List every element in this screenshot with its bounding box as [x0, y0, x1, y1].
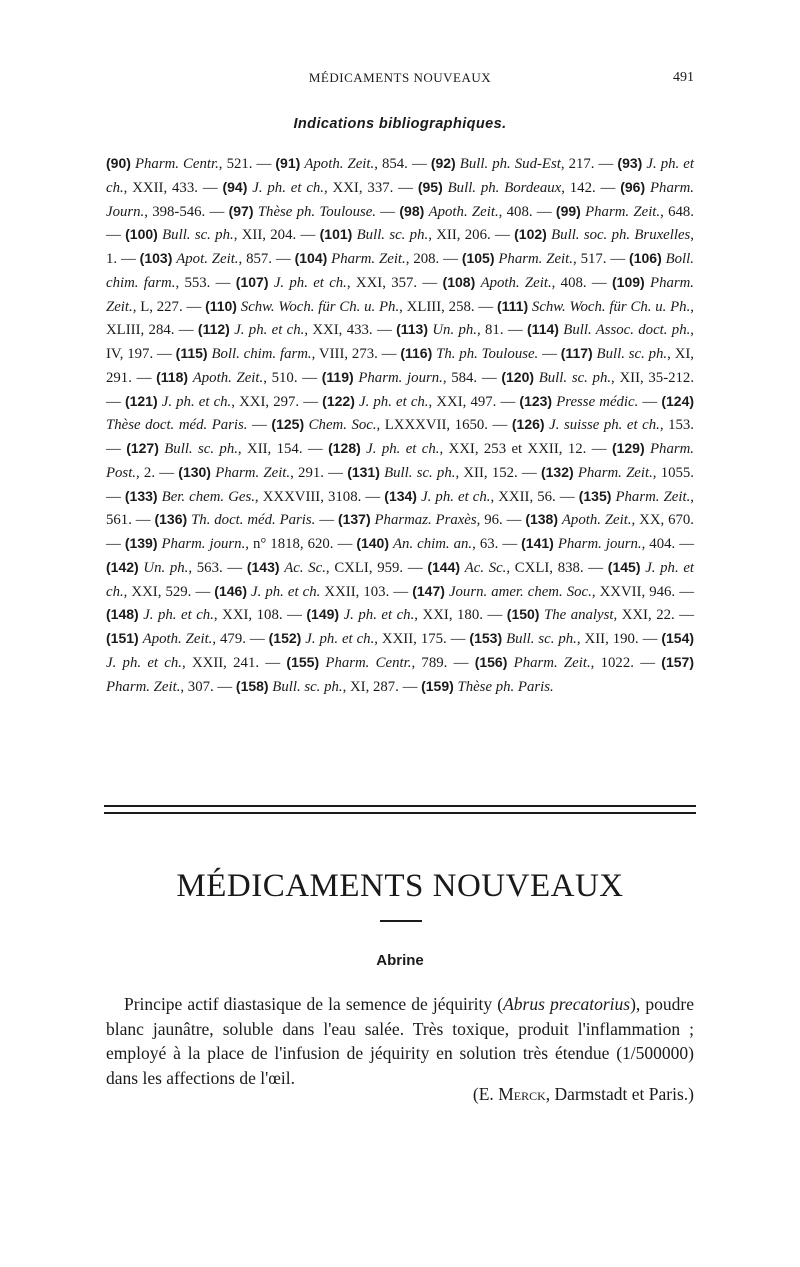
reference-number: (102) [514, 226, 547, 243]
reference-source: Bull. soc. ph. Bruxelles [551, 227, 691, 244]
reference-number: (128) [328, 440, 361, 456]
reference-source: Pharm. Centr. [325, 654, 412, 671]
running-title: MÉDICAMENTS NOUVEAUX [308, 70, 492, 85]
reference-detail: , 96. — [476, 512, 526, 529]
reference-number: (129) [611, 440, 645, 456]
reference-source: Journ. amer. chem. Soc. [448, 583, 592, 600]
reference-number: (130) [178, 463, 211, 480]
reference-number: (94) [222, 178, 248, 195]
reference-detail: , CXLI, 838. — [506, 559, 608, 576]
reference-detail: , 2. — [136, 464, 179, 481]
reference-number: (134) [384, 487, 417, 504]
reference-detail: , XXII, 175. — [374, 631, 470, 647]
reference-number: (127) [126, 440, 159, 456]
reference-source: J. ph. et ch. [343, 607, 415, 624]
reference-entry [521, 536, 694, 552]
reference-number: (107) [235, 273, 269, 290]
reference-detail: , XXII, 433. — [123, 179, 223, 196]
reference-source: Schw. Woch. für Ch. u. Ph. [240, 298, 400, 315]
reference-detail: , XII, 152. — [455, 464, 541, 481]
reference-number: (123) [519, 392, 553, 409]
reference-entry [338, 512, 525, 528]
reference-source: Pharm. journ. [161, 536, 246, 552]
reference-entry [125, 536, 357, 552]
reference-number: (101) [319, 226, 353, 243]
reference-source: Un. ph. [432, 322, 477, 339]
reference-source: Bull. sc. ph. [596, 346, 668, 362]
reference-number: (140) [356, 535, 389, 551]
reference-number: (93) [617, 155, 643, 171]
reference-entry [176, 346, 401, 362]
reference-number: (106) [629, 250, 662, 266]
reference-detail: , XXI, 22. — [613, 607, 695, 624]
reference-detail: , XII, 35-212. — [106, 369, 695, 410]
reference-source: Un. ph. [143, 559, 189, 576]
reference-number: (125) [271, 416, 305, 433]
reference-detail: , 521. — [218, 156, 276, 172]
reference-source: Pharm. Zeit. [577, 464, 653, 481]
reference-entry [271, 417, 511, 433]
reference-source: Pharm. Zeit. [585, 203, 661, 220]
reference-detail: , XXI, 337. — [323, 179, 418, 196]
reference-source: J. ph. et ch. [161, 393, 232, 410]
reference-number: (95) [417, 178, 443, 195]
reference-entry [356, 536, 521, 552]
reference-source: Pharm. Journ. [106, 179, 694, 220]
reference-detail: , 563. — [188, 559, 247, 576]
reference-detail: , XXI, 357. — [346, 274, 443, 291]
credit-rest: , Darmstadt et Paris.) [545, 1084, 694, 1104]
reference-number: (92) [430, 155, 456, 171]
reference-entry [421, 679, 554, 695]
reference-number: (126) [511, 416, 545, 433]
reference-entry [384, 489, 578, 505]
reference-number: (159) [421, 677, 454, 694]
reference-number: (135) [578, 487, 612, 504]
reference-detail: , LXXXVII, 1650. — [376, 417, 512, 434]
reference-detail: , XII, 190. — [576, 631, 662, 647]
reference-source: J. ph. et ch. [143, 607, 214, 624]
reference-detail: , VIII, 273. — [311, 346, 401, 362]
reference-source: Apoth. Zeit. [561, 512, 632, 529]
paragraph-text-1: Principe actif diastasique de la semence de jéquirity ( [124, 994, 504, 1014]
reference-source: Pharm. Post. [106, 441, 694, 481]
reference-entry [322, 394, 519, 410]
reference-detail: , 153. — [106, 417, 694, 457]
reference-entry [125, 489, 384, 505]
reference-number: (146) [214, 582, 247, 599]
reference-source: Thèse ph. Paris. [457, 678, 554, 695]
reference-detail: , 1022. — [590, 654, 662, 671]
reference-source: Bull. sc. ph. [384, 464, 456, 481]
reference-detail: , XXI, 297. — [231, 393, 323, 410]
running-head [106, 70, 694, 94]
reference-detail: , XXI, 529. — [123, 583, 215, 600]
section-title: MÉDICAMENTS NOUVEAUX [176, 868, 624, 904]
paragraph-text-2: ), poudre blanc jaunâtre, soluble dans l'eau salée. Très toxique, produit l'inflammation ; employé à la place de l'infusion de jéquirity en solution très étendue (1/500000) dans les affections de l'œil. [106, 994, 694, 1088]
reference-source: Ber. chem. Ges. [161, 488, 255, 505]
reference-source: Th. ph. Toulouse. [436, 346, 539, 362]
reference-source: Bull. sc. ph. [538, 369, 612, 386]
reference-detail: , IV, 197. — [106, 322, 694, 362]
reference-number: (158) [235, 677, 269, 694]
reference-number: (96) [620, 178, 646, 195]
reference-number: (120) [501, 368, 535, 385]
reference-detail: , 561. — [106, 488, 694, 529]
reference-number: (155) [286, 653, 320, 670]
entry-credit [106, 1084, 694, 1105]
reference-detail: , XXI, 497. — [428, 393, 520, 410]
reference-entry [347, 465, 541, 481]
reference-number: (99) [555, 202, 581, 219]
reference-entry [507, 607, 694, 623]
reference-source: Pharm. Zeit. [615, 488, 691, 505]
reference-source: Bull. Assoc. doct. ph. [563, 322, 691, 339]
reference-number: (108) [442, 273, 476, 290]
reference-source: Bull. sc. ph. [162, 227, 234, 244]
reference-source: J. ph. et ch. [106, 559, 695, 600]
reference-source: Boll. chim. farm. [211, 346, 312, 362]
reference-detail: , XXI, 253 et XXII, 12. — [439, 441, 612, 457]
reference-detail: , 648. — [106, 203, 694, 244]
reference-detail: — [315, 512, 338, 529]
credit-open: (E. [472, 1084, 499, 1104]
reference-number: (142) [106, 558, 139, 575]
reference-source: J. ph. et ch. [359, 393, 429, 410]
reference-number: (91) [275, 155, 301, 171]
reference-source: Thèse ph. Toulouse. [257, 203, 377, 220]
reference-detail: , XXI, 433. — [304, 322, 397, 339]
reference-number: (143) [246, 558, 280, 575]
reference-entry [198, 322, 396, 338]
reference-number: (118) [156, 368, 189, 385]
reference-detail: , 408. — [551, 274, 613, 291]
reference-number: (153) [469, 630, 503, 646]
reference-detail: , XI, 287. — [342, 678, 422, 695]
reference-entry [320, 227, 515, 243]
reference-detail: , 142. — [561, 179, 621, 196]
reference-entry [427, 560, 607, 576]
reference-source: J. ph. et ch. [273, 274, 347, 291]
reference-number: (119) [321, 368, 354, 385]
reference-detail: XXII, 103. — [320, 583, 413, 600]
reference-number: (121) [124, 392, 158, 409]
reference-source: The analyst [544, 607, 614, 624]
reference-source: Apoth. Zeit. [304, 156, 375, 172]
reference-entry [399, 204, 556, 220]
reference-number: (145) [607, 558, 641, 575]
reference-entry [156, 370, 322, 386]
reference-number: (98) [399, 202, 425, 219]
reference-source: Presse médic. [556, 393, 639, 410]
reference-source: Thèse doct. méd. Paris. [106, 417, 248, 434]
reference-source: Pharm. Zeit. [513, 654, 591, 671]
reference-entry [229, 204, 400, 220]
reference-source: J. ph. et ch. [366, 441, 440, 457]
reference-number: (122) [322, 392, 355, 409]
reference-source: Pharm. Zeit. [215, 464, 291, 481]
reference-source: Ac. Sc. [284, 559, 326, 576]
reference-source: Chem. Soc. [308, 417, 377, 434]
reference-source: J. ph. et ch. [305, 631, 375, 647]
reference-detail: , 208. — [405, 251, 462, 267]
title-underline [380, 920, 422, 922]
reference-entry [214, 584, 412, 600]
reference-number: (132) [540, 463, 574, 480]
reference-entry [275, 156, 430, 172]
reference-number: (141) [521, 535, 554, 551]
reference-detail: , XII, 154. — [237, 441, 329, 457]
reference-detail: , XXII, 241. — [181, 654, 287, 671]
reference-detail: , 217. — [560, 156, 618, 172]
reference-number: (138) [525, 511, 558, 528]
reference-detail: , 857. — [238, 251, 295, 267]
reference-number: (133) [124, 487, 158, 504]
reference-entry [295, 251, 462, 267]
reference-entry [328, 441, 612, 457]
reference-entry [178, 465, 347, 481]
reference-entry [396, 322, 527, 338]
reference-entry [106, 156, 275, 172]
reference-number: (131) [347, 463, 380, 480]
reference-entry [140, 251, 295, 267]
reference-number: (117) [560, 345, 593, 361]
reference-number: (157) [661, 653, 694, 670]
reference-source: Bull. sc. ph. [164, 441, 238, 457]
reference-detail: , 1. — [106, 227, 694, 267]
reference-number: (150) [506, 606, 540, 623]
reference-detail: , 408. — [498, 203, 556, 220]
reference-entry [322, 370, 502, 386]
reference-number: (124) [661, 392, 695, 409]
reference-entry [400, 346, 560, 362]
reference-number: (156) [474, 653, 508, 670]
reference-entry [205, 299, 497, 315]
reference-source: Pharm. Zeit. [106, 274, 695, 315]
reference-number: (109) [612, 273, 645, 290]
reference-detail: , XXII, 56. — [490, 488, 579, 505]
reference-entry [236, 679, 421, 695]
reference-number: (113) [396, 321, 429, 338]
reference-number: (104) [294, 250, 328, 266]
reference-source: Ac. Sc. [464, 559, 507, 576]
reference-detail: — [247, 417, 272, 434]
reference-source: Apoth. Zeit. [142, 631, 213, 647]
reference-source: Pharm. journ. [358, 369, 443, 386]
reference-detail: , 789. — [411, 654, 475, 671]
reference-detail: , 81. — [476, 322, 528, 339]
reference-entry [443, 275, 612, 291]
reference-entry [418, 180, 620, 196]
reference-entry [106, 560, 247, 576]
reference-entry [286, 655, 474, 671]
reference-entry [106, 631, 269, 647]
reference-entry [269, 631, 470, 647]
reference-number: (90) [106, 155, 131, 171]
reference-source: Bull. sc. ph. [272, 678, 343, 695]
bibliography-list [106, 152, 694, 698]
reference-entry [126, 441, 328, 457]
reference-entry [306, 607, 506, 623]
reference-detail: , XXVII, 946. — [591, 583, 694, 600]
reference-number: (152) [268, 630, 302, 646]
reference-number: (100) [125, 226, 158, 243]
reference-detail: , XII, 204. — [233, 227, 320, 244]
reference-source: J. ph. et ch. [106, 654, 182, 671]
reference-number: (115) [175, 345, 208, 361]
reference-source: Bull. sc. ph. [506, 631, 577, 647]
reference-source: Pharm. Centr. [134, 156, 219, 172]
reference-source: Pharm. Zeit. [331, 251, 406, 267]
reference-detail: — [638, 393, 662, 410]
reference-entry [519, 394, 661, 410]
reference-number: (97) [228, 202, 254, 219]
reference-detail: , XXI, 180. — [414, 607, 507, 624]
reference-source: Apoth. Zeit. [480, 274, 552, 291]
reference-source: Bull. ph. Bordeaux [447, 179, 562, 196]
reference-detail: , XXXVIII, 3108. — [254, 488, 385, 505]
reference-detail: , XI, 291. — [106, 346, 695, 386]
reference-number: (137) [337, 511, 371, 528]
reference-source: Pharm. journ. [557, 536, 642, 552]
reference-number: (147) [412, 582, 445, 599]
reference-detail: , 291. — [290, 464, 348, 481]
reference-detail: , XLIII, 284. — [106, 298, 694, 339]
reference-entry [412, 584, 694, 600]
reference-detail: , 63. — [472, 536, 522, 552]
reference-number: (105) [461, 250, 495, 266]
page-number: 491 [673, 70, 694, 85]
reference-entry [125, 227, 320, 243]
reference-entry [247, 560, 427, 576]
reference-number: (111) [496, 297, 529, 314]
entry-heading: Abrine [376, 952, 424, 969]
reference-number: (136) [154, 511, 188, 528]
reference-entry [475, 655, 662, 671]
reference-number: (112) [197, 321, 230, 338]
reference-detail: , XII, 206. — [428, 227, 515, 244]
reference-detail: , 510. — [263, 369, 322, 386]
reference-source: Pharm. Zeit. [106, 678, 181, 695]
reference-detail: , 1055. — [106, 464, 695, 505]
reference-source: Bull. sc. ph. [356, 227, 429, 244]
reference-detail: , 553. — [175, 274, 236, 291]
reference-entry [125, 394, 322, 410]
reference-detail: , 584. — [442, 369, 502, 386]
reference-source: Apoth. Zeit. [192, 369, 264, 386]
reference-source: Th. doct. méd. Paris. [191, 512, 316, 529]
reference-detail: , n° 1818, 620. — [245, 536, 357, 552]
reference-source: J. ph. et ch. [234, 322, 305, 339]
reference-source: Schw. Woch. für Ch. u. Ph. [531, 298, 691, 315]
reference-entry [462, 251, 629, 267]
reference-number: (151) [106, 630, 139, 646]
reference-source: Apoth. Zeit. [428, 203, 499, 220]
reference-detail: , 854. — [374, 156, 431, 172]
reference-detail: , XLIII, 258. — [399, 298, 497, 315]
reference-source: Pharmaz. Praxès [374, 512, 477, 529]
reference-entry [236, 275, 443, 291]
reference-source: Bull. ph. Sud-Est [459, 156, 561, 172]
reference-entry [106, 607, 306, 623]
reference-detail: , L, 227. — [132, 298, 206, 315]
reference-entry [431, 156, 618, 172]
reference-entry [469, 631, 661, 647]
reference-detail: , XXI, 108. — [213, 607, 307, 624]
reference-detail: , 307. — [180, 678, 236, 695]
reference-number: (139) [124, 535, 158, 551]
reference-source: J. ph. et ch. [251, 583, 321, 600]
reference-number: (144) [427, 558, 461, 575]
reference-source: J. ph. et ch. [106, 156, 694, 196]
reference-detail: , 398-546. — [144, 203, 229, 220]
latin-name: Abrus precatorius [503, 994, 631, 1014]
reference-source: Apot. Zeit. [176, 251, 239, 267]
reference-number: (110) [205, 297, 237, 314]
reference-source: J. ph. et ch. [252, 179, 324, 196]
reference-entry [222, 180, 417, 196]
reference-source: An. chim. an. [393, 536, 473, 552]
reference-number: (148) [106, 606, 139, 623]
section-divider-bottom [104, 812, 696, 814]
reference-detail: , 404. — [641, 536, 694, 552]
reference-number: (116) [400, 345, 433, 361]
reference-number: (149) [306, 606, 340, 623]
reference-detail: , CXLI, 959. — [325, 559, 428, 576]
reference-detail: , 479. — [212, 631, 269, 647]
reference-number: (114) [527, 321, 559, 338]
reference-number: (154) [661, 630, 695, 646]
reference-detail: — [538, 346, 561, 362]
credit-name: Merck [498, 1084, 546, 1104]
entry-paragraph [106, 992, 694, 1090]
reference-detail: — [376, 203, 400, 220]
reference-entry [154, 512, 337, 528]
reference-source: J. ph. et ch. [421, 488, 491, 505]
reference-number: (103) [139, 250, 173, 266]
bibliography-heading: Indications bibliographiques. [293, 116, 507, 132]
reference-source: Boll. chim. farm. [106, 251, 694, 291]
section-divider-top [104, 805, 696, 807]
reference-detail: , XX, 670. — [106, 512, 694, 552]
reference-source: J. suisse ph. et ch. [549, 417, 660, 434]
reference-detail: , 517. — [572, 251, 630, 267]
reference-source: Pharm. Zeit. [498, 251, 573, 267]
